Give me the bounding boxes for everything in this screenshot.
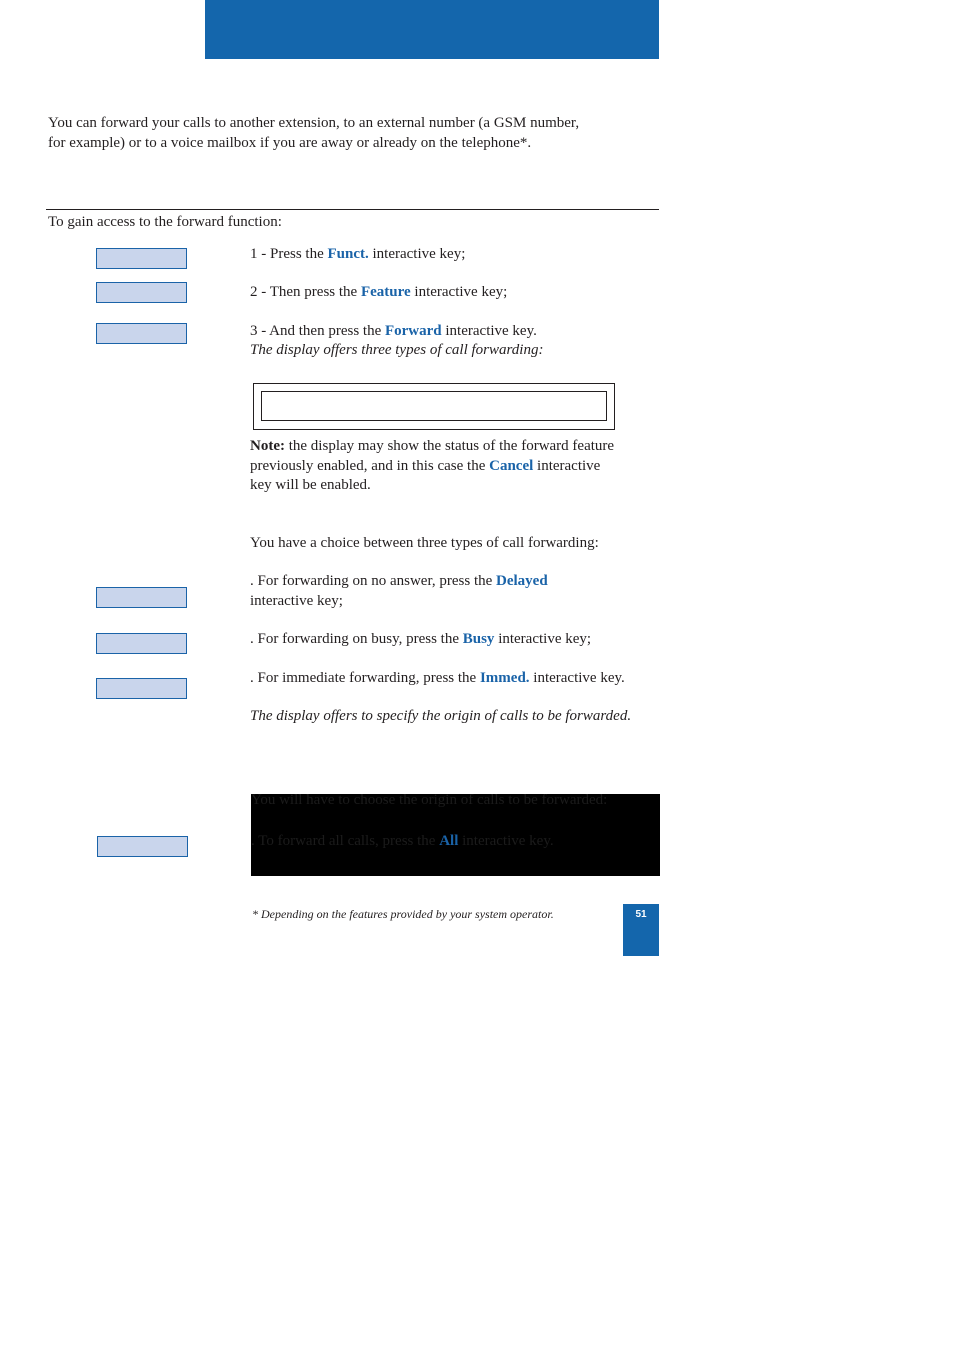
- immed-key-icon: [96, 678, 187, 699]
- step-2-key-label: Feature: [360, 284, 411, 300]
- note-line-1-rest: the display may show the status of the forward feature: [284, 438, 615, 454]
- busy-key-icon: [96, 633, 187, 654]
- note-line-3: key will be enabled.: [250, 477, 371, 493]
- option-immed-suffix: interactive key.: [529, 670, 625, 686]
- note-line-1: [250, 437, 614, 457]
- intro-text: [48, 114, 579, 153]
- funct-key-icon: [96, 248, 187, 269]
- option-immed-prefix: . For immediate forwarding, press the: [250, 670, 480, 686]
- display-screen-inner: [261, 391, 607, 421]
- origin-all-option: [251, 832, 554, 852]
- step-1-prefix: 1 - Press the: [250, 246, 328, 262]
- page-number: 51: [635, 909, 647, 920]
- step-1-key-label: Funct.: [327, 246, 369, 262]
- option-delayed-line-1: [250, 572, 548, 592]
- option-busy-suffix: interactive key;: [494, 631, 592, 647]
- footnote: * Depending on the features provided by your system operator.: [252, 907, 554, 921]
- all-key-icon: [97, 836, 188, 857]
- option-immed: [250, 669, 625, 689]
- step-1-suffix: interactive key;: [368, 246, 466, 262]
- note-line-2-suffix: interactive: [533, 457, 601, 474]
- page-number-tab: [623, 904, 659, 956]
- note-cancel-key-label: Cancel: [489, 457, 534, 474]
- origin-section: [251, 794, 660, 876]
- option-busy-prefix: . For forwarding on busy, press the: [250, 631, 463, 647]
- delayed-key-label: Delayed: [496, 573, 548, 589]
- all-key-label: All: [439, 833, 459, 849]
- step-3-prefix: 3 - And then press the: [250, 323, 385, 339]
- step-3-suffix: interactive key.: [441, 323, 537, 339]
- header-band: [205, 0, 659, 59]
- step-3: [250, 322, 537, 342]
- forward-key-icon: [96, 323, 187, 344]
- option-delayed-prefix: . For forwarding on no answer, press the: [250, 573, 497, 589]
- access-heading: To gain access to the forward function:: [48, 214, 282, 230]
- feature-key-icon: [96, 282, 187, 303]
- immed-key-label: Immed.: [479, 670, 530, 686]
- step-2-suffix: interactive key;: [410, 284, 508, 300]
- option-busy: [250, 630, 591, 650]
- display-offer-text: The display offers three types of call forwarding:: [250, 342, 544, 358]
- note-line-2: [250, 457, 614, 477]
- display-screen: [253, 383, 615, 430]
- step-2-prefix: 2 - Then press the: [250, 284, 361, 300]
- origin-all-suffix: interactive key.: [458, 833, 554, 849]
- option-delayed-line-2: interactive key;: [250, 592, 343, 609]
- origin-line-1: You will have to choose the origin of calls to be forwarded:: [251, 794, 608, 808]
- busy-key-label: Busy: [462, 631, 495, 647]
- note-line-2-prefix: previously enabled, and in this case the: [250, 457, 490, 474]
- section-divider: [46, 209, 659, 210]
- step-3-key-label: Forward: [384, 323, 442, 339]
- choice-intro: You have a choice between three types of call forwarding:: [250, 535, 599, 551]
- note-label: Note:: [250, 438, 285, 454]
- intro-line-2: for example) or to a voice mailbox if you are away or already on the telephone*.: [48, 134, 532, 151]
- step-1: [250, 245, 465, 265]
- step-2: [250, 283, 507, 303]
- note-text: [250, 437, 614, 496]
- origin-offer-text: The display offers to specify the origin of calls to be forwarded.: [250, 708, 632, 724]
- origin-all-prefix: . To forward all calls, press the: [251, 833, 440, 849]
- delayed-key-icon: [96, 587, 187, 608]
- option-delayed: [250, 572, 548, 611]
- intro-line-1: You can forward your calls to another extension, to an external number (a GSM number,: [48, 115, 580, 131]
